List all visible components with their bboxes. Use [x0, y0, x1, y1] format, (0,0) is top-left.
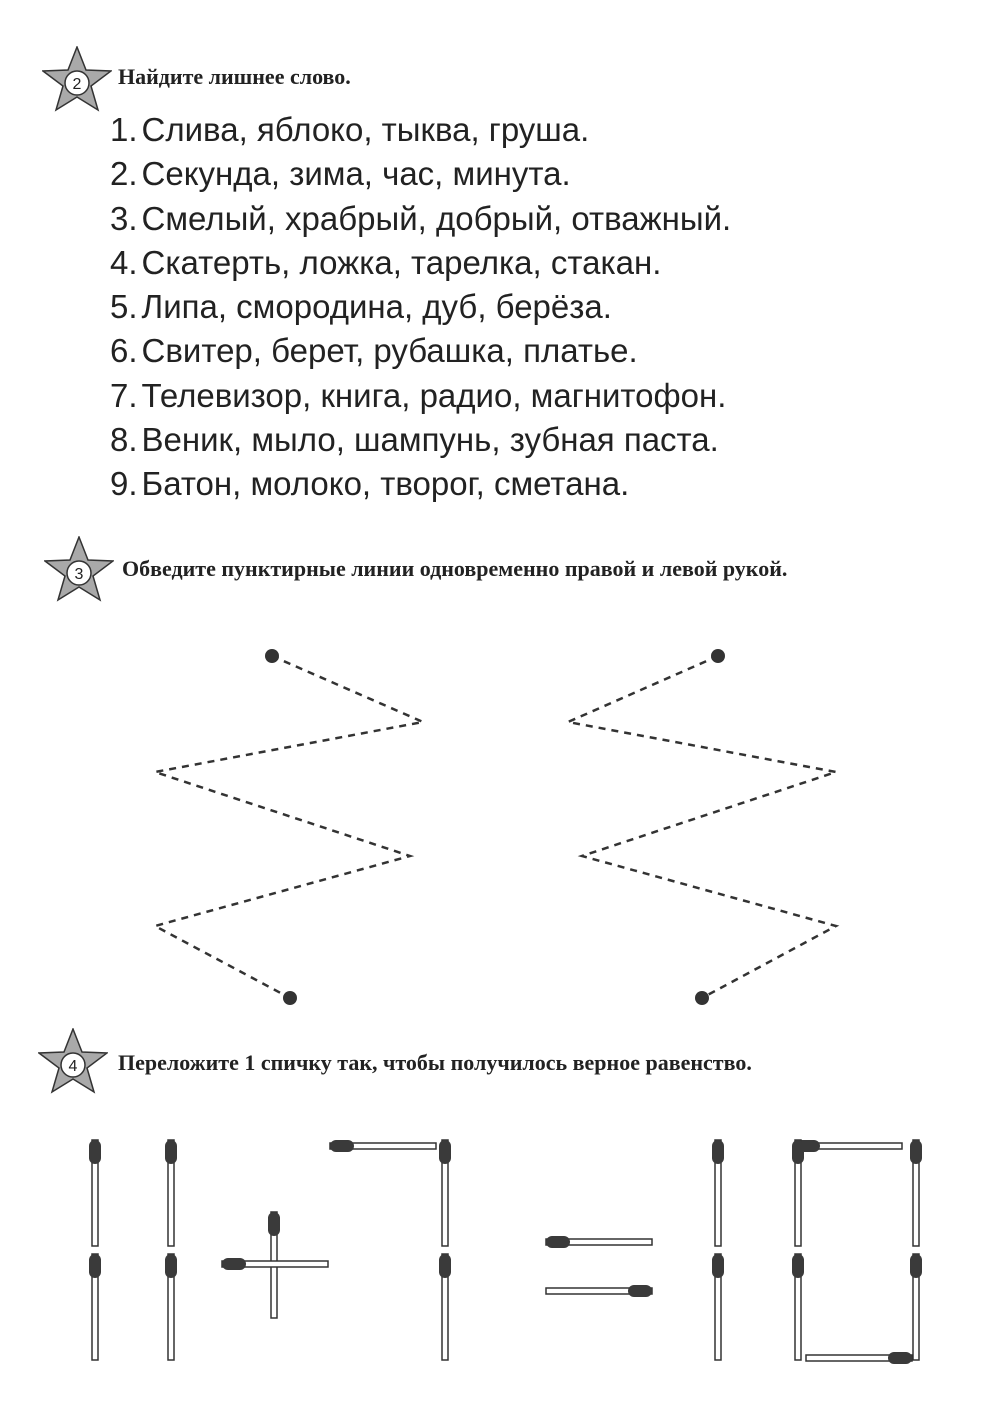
- star-icon: [42, 46, 112, 112]
- match-stick: [546, 1236, 652, 1248]
- match-stick: [910, 1140, 922, 1246]
- match-stick: [546, 1285, 652, 1297]
- list-item: 9. Батон, молоко, творог, сметана.: [110, 465, 630, 503]
- right-zigzag-end-dot: [695, 991, 709, 1005]
- star-icon: [44, 536, 114, 602]
- match-stick: [268, 1212, 280, 1318]
- svg-text:4: 4: [68, 1058, 78, 1075]
- list-item: 7. Телевизор, книга, радио, магнитофон.: [110, 376, 727, 414]
- match-stick: [910, 1254, 922, 1360]
- odd-word-list: [110, 108, 731, 507]
- match-stick: [89, 1140, 101, 1246]
- svg-text:3: 3: [74, 566, 84, 583]
- match-stick: [222, 1258, 328, 1270]
- match-stick: [165, 1254, 177, 1360]
- task-4-title: Переложите 1 спичку так, чтобы получилось верное равенство.: [118, 1050, 752, 1075]
- list-item: 4. Скатерть, ложка, тарелка, стакан.: [110, 243, 662, 281]
- list-item: 3. Смелый, храбрый, добрый, отважный.: [110, 199, 732, 237]
- match-stick: [792, 1254, 804, 1360]
- task-2-title: Найдите лишнее слово.: [118, 64, 351, 89]
- match-stick: [796, 1140, 902, 1152]
- task-2-star-badge: [42, 46, 112, 112]
- match-stick: [439, 1140, 451, 1246]
- match-stick: [792, 1140, 804, 1246]
- match-stick: [712, 1254, 724, 1360]
- match-stick: [712, 1140, 724, 1246]
- svg-text:2: 2: [72, 76, 82, 93]
- left-zigzag-dashed-line: [155, 656, 423, 998]
- right-zigzag-start-dot: [711, 649, 725, 663]
- match-stick: [439, 1254, 451, 1360]
- left-zigzag-start-dot: [265, 649, 279, 663]
- list-item: 5. Липа, смородина, дуб, берёза.: [110, 288, 612, 326]
- list-item: 6. Свитер, берет, рубашка, платье.: [110, 332, 638, 370]
- right-zigzag-dashed-line: [568, 656, 836, 998]
- match-stick: [806, 1352, 912, 1364]
- task-4-star-badge: [38, 1028, 108, 1094]
- match-stick: [89, 1254, 101, 1360]
- list-item: 1. Слива, яблоко, тыква, груша.: [110, 111, 590, 148]
- match-stick: [330, 1140, 436, 1152]
- task-3-star-badge: [44, 536, 114, 602]
- task-3-title: Обведите пунктирные линии одновременно правой и левой рукой.: [122, 556, 788, 581]
- match-stick: [165, 1140, 177, 1246]
- list-item: 2. Секунда, зима, час, минута.: [110, 155, 571, 193]
- star-icon: [38, 1028, 108, 1094]
- left-zigzag-end-dot: [283, 991, 297, 1005]
- list-item: 8. Веник, мыло, шампунь, зубная паста.: [110, 421, 719, 459]
